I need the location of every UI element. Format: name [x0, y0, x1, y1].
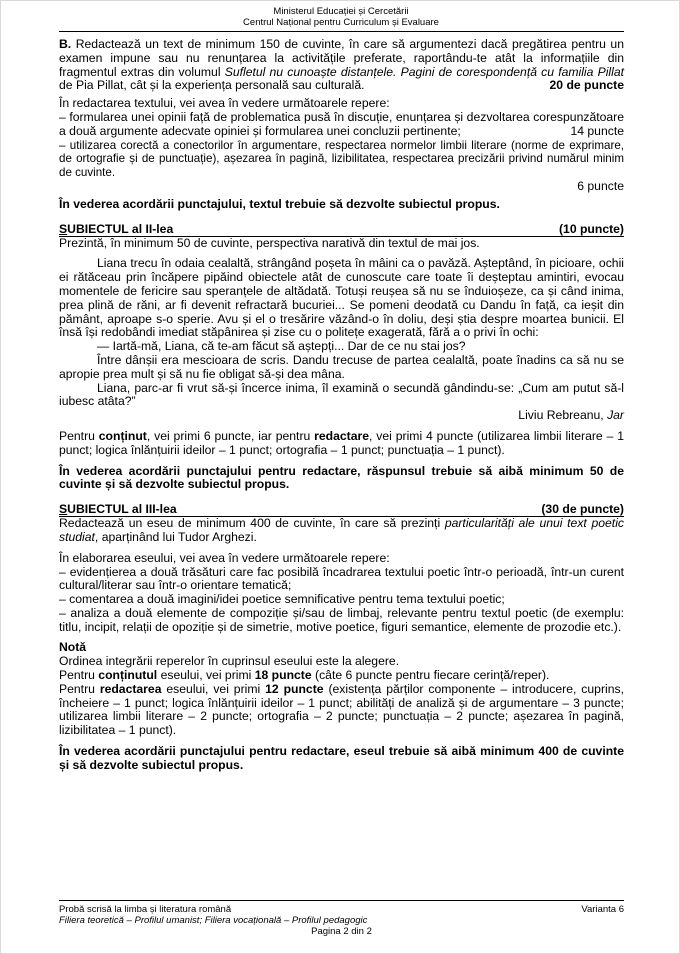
profile-line: Filiera teoretică – Profilul umanist; Filiera vocațională – Profilul pedagogic [59, 915, 368, 926]
part-b-intro: În redactarea textului, vei avea în vedere următoarele repere: [59, 96, 390, 111]
header-divider [59, 31, 624, 32]
subject-2-points: (10 puncte) [558, 221, 624, 236]
footer-mark: . [59, 894, 62, 903]
part-b-label: B. [59, 37, 72, 51]
subject-2 [59, 223, 624, 493]
book-title: Sufletul nu cunoaște distanțele. Pagini de corespondență cu familia Pillat [224, 64, 625, 79]
subject-2-note: În vederea acordării punctajului pentru redactare, răspunsul trebuie să aibă minimum 50 de cuvinte și să dezvolte subiectul propus. [59, 463, 624, 492]
part-b-task: B. Redactează un text de minimum 150 de cuvinte, în care să argumentezi dacă pregătirea pentru un examen impune sau nu renunțarea la activitățile preferate, raportându-te atât la informațiile din fragmentul extras din volumul Sufletul nu cunoaște distanțele. Pagini de corespondență cu familia Pillat de Pia Pillat, cât și la experiența personală sau culturală. [59, 37, 625, 93]
page-footer [59, 904, 624, 937]
part-b [59, 38, 624, 212]
part-b-note: În vederea acordării punctajului, textul trebuie să dezvolte subiectul propus. [59, 196, 500, 211]
subject-2-scoring: Pentru conținut, vei primi 6 puncte, iar pentru redactare, vei primi 4 puncte (utilizarea limbii literare – 1 punct; logica înlănțuirii ideilor – 1 punct; ortografia – 1 punct; punctuația – 1 punct). [59, 428, 624, 457]
ministry-name: Ministerul Educației și Cercetării [273, 6, 409, 17]
subject-2-task: Prezintă, în minimum 50 de cuvinte, perspectiva narativă din textul de mai jos. [59, 235, 480, 250]
part-b-item-1-points: 14 puncte [570, 123, 624, 138]
subject-3-note: În vederea acordării punctajului pentru redactare, eseul trebuie să aibă minimum 400 de cuvinte și să dezvolte subiectul propus. [59, 744, 624, 772]
variant-label: Varianta 6 [581, 904, 624, 915]
nota-line-1: Ordinea integrării reperelor în cuprinsul eseului este la alegere. [59, 654, 400, 669]
passage-dialogue: — Iartă-mă, Liana, că te-am făcut să aștepți... Dar de ce nu stai jos? [97, 339, 466, 354]
page-content [59, 38, 624, 773]
part-b-points: 20 de puncte [549, 78, 624, 93]
subject-3 [59, 503, 624, 773]
part-b-item-1: – formularea unei opinii față de problematica pusă în discuție, enunțarea și dezvoltarea corespunzătoare a două argumente adecvate opiniei și formularea unei concluzii pertinente; [59, 109, 624, 138]
subject-2-title: SUBIECTUL al II-lea (10 puncte) [59, 221, 624, 236]
subject-3-task: Redactează un eseu de minimum 400 de cuvinte, în care să prezinți particularități ale unui text poetic studiat, aparținând lui Tudor Arghezi. [59, 516, 624, 544]
subject-3-item-2: – comentarea a două imagini/idei poetice semnificative pentru tema textului poetic; [59, 592, 505, 607]
subject-3-title: SUBIECTUL al III-lea (30 de puncte) [59, 502, 624, 517]
passage-attribution: Liviu Rebreanu, Jar [518, 408, 624, 423]
page-header [1, 6, 680, 28]
center-name: Centrul Național pentru Curriculum și Evaluare [243, 17, 439, 28]
subject-3-points: (30 de puncte) [541, 502, 624, 517]
nota-line-2: Pentru conținutul eseului, vei primi 18 puncte (câte 6 puncte pentru fiecare cerință/reper). [59, 668, 550, 683]
subject-3-item-3: – analiza a două elemente de compoziție și/sau de limbaj, relevante pentru textul poetic (de exemplu: titlu, incipit, relații de opoziție și de simetrie, motive poetice, figuri semantice, elemente de prozodie etc.). [59, 605, 624, 634]
passage-paragraph: Liana, parc-ar fi vrut să-și încerce inima, îl examină o secundă gândindu-se: „Cum am putut să-l iubesc atâta?” [59, 380, 624, 409]
nota-title: Notă [59, 640, 87, 655]
passage-paragraph: Între dânșii era mescioara de scris. Dandu trecuse de partea cealaltă, poate înadins ca să nu se apropie prea mult și să nu fie obligat să-și dea mâna. [59, 352, 624, 381]
subject-3-item-1: – evidențierea a două trăsături care fac posibilă încadrarea textului poetic într-o perioadă, într-un curent cultural/literar sau într-o orientare tematică; [59, 564, 624, 593]
part-b-item-2: – utilizarea corectă a conectorilor în argumentare, respectarea normelor limbii literare (norme de exprimare, de ortografie și de punctuație), așezarea în pagină, lizibilitatea, respectarea precizării privind numărul minim de cuvinte. [59, 138, 624, 180]
exam-name: Probă scrisă la limba și literatura română [59, 904, 232, 915]
passage-paragraph: Liana trecu în odaia cealaltă, strângând poșeta în mâini ca o pavăză. Așteptând, în picioare, ochii ei rătăceau prin încăpere pipăind obiectele atât de cunoscute care toate îi deșteptau amintiri, evocau momentele de fericire sau speranțele de altădată. Totuși reușea să nu se înduioșeze, ca și când inima, prea plină de răni, ar fi devenit refractară bucuriei... Se pomeni deodată cu Dandu în față, ca ieșit din pământ, aproape s-o sperie. Avu și el o tresărire văzând-o în doliu, deși știa despre moartea bunicii. El însă își redobândi imediat stăpânirea și zise cu o politețe exagerată, fără a o privi în ochi: [59, 256, 624, 340]
footer-divider [59, 900, 624, 901]
page-number: Pagina 2 din 2 [311, 926, 372, 937]
subject-3-intro: În elaborarea eseului, vei avea în vedere următoarele repere: [59, 550, 390, 565]
part-b-item-2-points: 6 puncte [577, 178, 624, 193]
nota-line-3: Pentru redactarea eseului, vei primi 12 puncte (existența părților componente – introducere, cuprins, încheiere – 1 punct; logica înlănțuirii ideilor – 1 punct; abilități de analiză și de argumentare – 3 puncte; utilizarea limbii literare – 2 puncte; ortografia – 2 puncte; punctuația – 2 puncte; așezarea în pagină, lizibilitatea – 1 punct). [59, 681, 624, 738]
